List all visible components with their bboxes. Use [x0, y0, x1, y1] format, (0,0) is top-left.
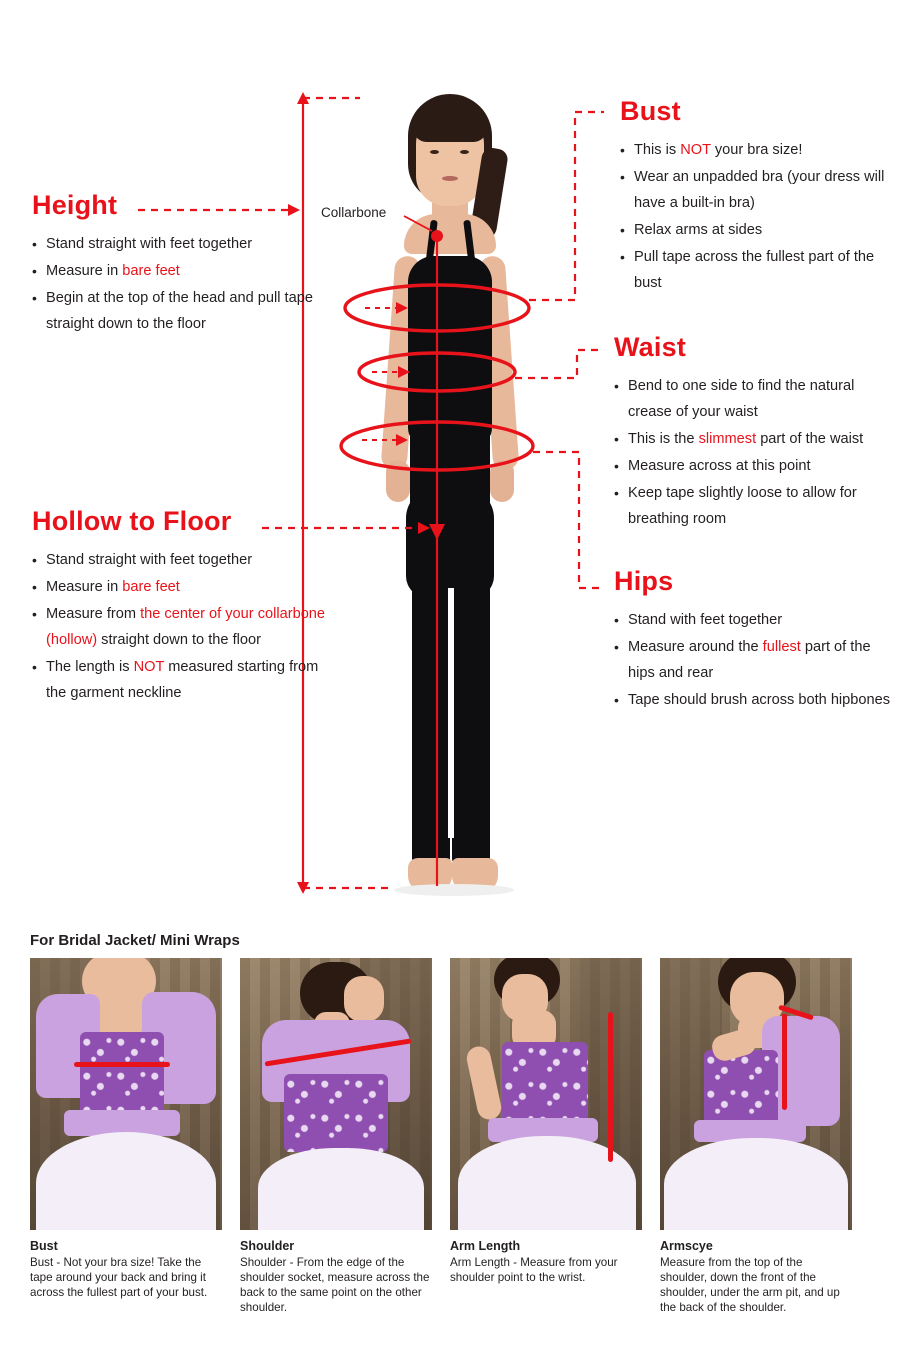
list-item: • This is NOT your bra size! [620, 137, 892, 163]
section-waist-title: Waist [614, 332, 687, 362]
section-hips-list [614, 607, 896, 713]
list-item: • Keep tape slightly loose to allow for breathing room [614, 480, 900, 532]
list-item: • Stand straight with feet together [32, 231, 322, 257]
skirt [258, 1148, 424, 1230]
measure-line-armscye [782, 1014, 787, 1110]
list-item: • Bend to one side to find the natural crease of your waist [614, 373, 900, 425]
section-bust-title: Bust [620, 96, 681, 126]
card-shoulder-name: Shoulder [240, 1239, 295, 1253]
section-hips [614, 566, 896, 714]
model-shoulders [404, 214, 496, 254]
card-arm-length-photo [450, 958, 642, 1230]
model-hand-left [386, 460, 410, 502]
model-hand-right [490, 460, 514, 502]
list-item: • Measure in bare feet [32, 574, 332, 600]
card-bust [30, 958, 222, 1315]
model-eye-right [460, 150, 469, 154]
section-height-title: Height [32, 190, 118, 220]
section-hips-title: Hips [614, 566, 674, 596]
list-item: • Begin at the top of the head and pull tape straight down to the floor [32, 285, 322, 337]
section-height-list [32, 231, 322, 337]
card-bust-photo [30, 958, 222, 1230]
lace-pattern [284, 1074, 388, 1152]
collarbone-label: Collarbone [318, 205, 389, 220]
bridal-jacket-section [0, 912, 900, 1350]
card-arm-length-name: Arm Length [450, 1239, 521, 1253]
card-shoulder [240, 958, 432, 1315]
skirt [664, 1138, 848, 1230]
section-waist [614, 332, 900, 533]
card-arm-length [450, 958, 642, 1315]
section-hollow-to-floor-list [32, 547, 332, 706]
card-armscye-caption: Measure from the top of the shoulder, down the front of the shoulder, under the arm pit, and up the back of the shoulder. [660, 1256, 840, 1314]
list-item: • Measure in bare feet [32, 258, 322, 284]
model-leg-gap [448, 588, 454, 838]
list-item: • Stand with feet together [614, 607, 896, 633]
card-armscye-photo [660, 958, 852, 1230]
list-item: • Measure from the center of your collarbone (hollow) straight down to the floor [32, 601, 332, 653]
model-hair-front [413, 100, 487, 142]
section-bust [620, 96, 892, 297]
list-item: • Wear an unpadded bra (your dress will have a built-in bra) [620, 164, 892, 216]
section-bust-list [620, 137, 892, 296]
bridal-jacket-title: For Bridal Jacket/ Mini Wraps [30, 932, 240, 949]
model-floor-shadow [394, 884, 514, 896]
model-leg-right [452, 568, 490, 868]
skirt [36, 1132, 216, 1230]
list-item: • Tape should brush across both hipbones [614, 687, 896, 713]
section-hollow-to-floor-title: Hollow to Floor [32, 506, 232, 536]
card-armscye [660, 958, 852, 1315]
section-hollow-to-floor [32, 506, 332, 707]
model-eye-left [430, 150, 439, 154]
card-armscye-name: Armscye [660, 1239, 713, 1253]
lace-pattern [502, 1042, 588, 1126]
section-waist-list [614, 373, 900, 532]
model-leg-left [412, 568, 450, 868]
list-item: • Measure across at this point [614, 453, 900, 479]
card-shoulder-photo [240, 958, 432, 1230]
lace-pattern [80, 1032, 164, 1118]
card-shoulder-caption: Shoulder - From the edge of the shoulder socket, measure across the back to the same point on the other shoulder. [240, 1256, 430, 1314]
measure-line-arm [608, 1012, 613, 1162]
card-arm-length-caption: Arm Length - Measure from your shoulder point to the wrist. [450, 1256, 618, 1284]
section-height [32, 190, 322, 338]
measure-line-bust [74, 1062, 170, 1067]
lace-pattern [704, 1050, 778, 1128]
list-item: • Pull tape across the fullest part of the bust [620, 244, 892, 296]
model-mouth [442, 176, 458, 181]
card-bust-caption: Bust - Not your bra size! Take the tape around your back and bring it across the fullest part of your bust. [30, 1256, 208, 1299]
card-bust-name: Bust [30, 1239, 58, 1253]
list-item: • This is the slimmest part of the waist [614, 426, 900, 452]
list-item: • The length is NOT measured starting from the garment neckline [32, 654, 332, 706]
model-face [344, 976, 384, 1022]
bridal-jacket-cards [30, 958, 870, 1315]
list-item: • Relax arms at sides [620, 217, 892, 243]
list-item: • Measure around the fullest part of the hips and rear [614, 634, 896, 686]
list-item: • Stand straight with feet together [32, 547, 332, 573]
